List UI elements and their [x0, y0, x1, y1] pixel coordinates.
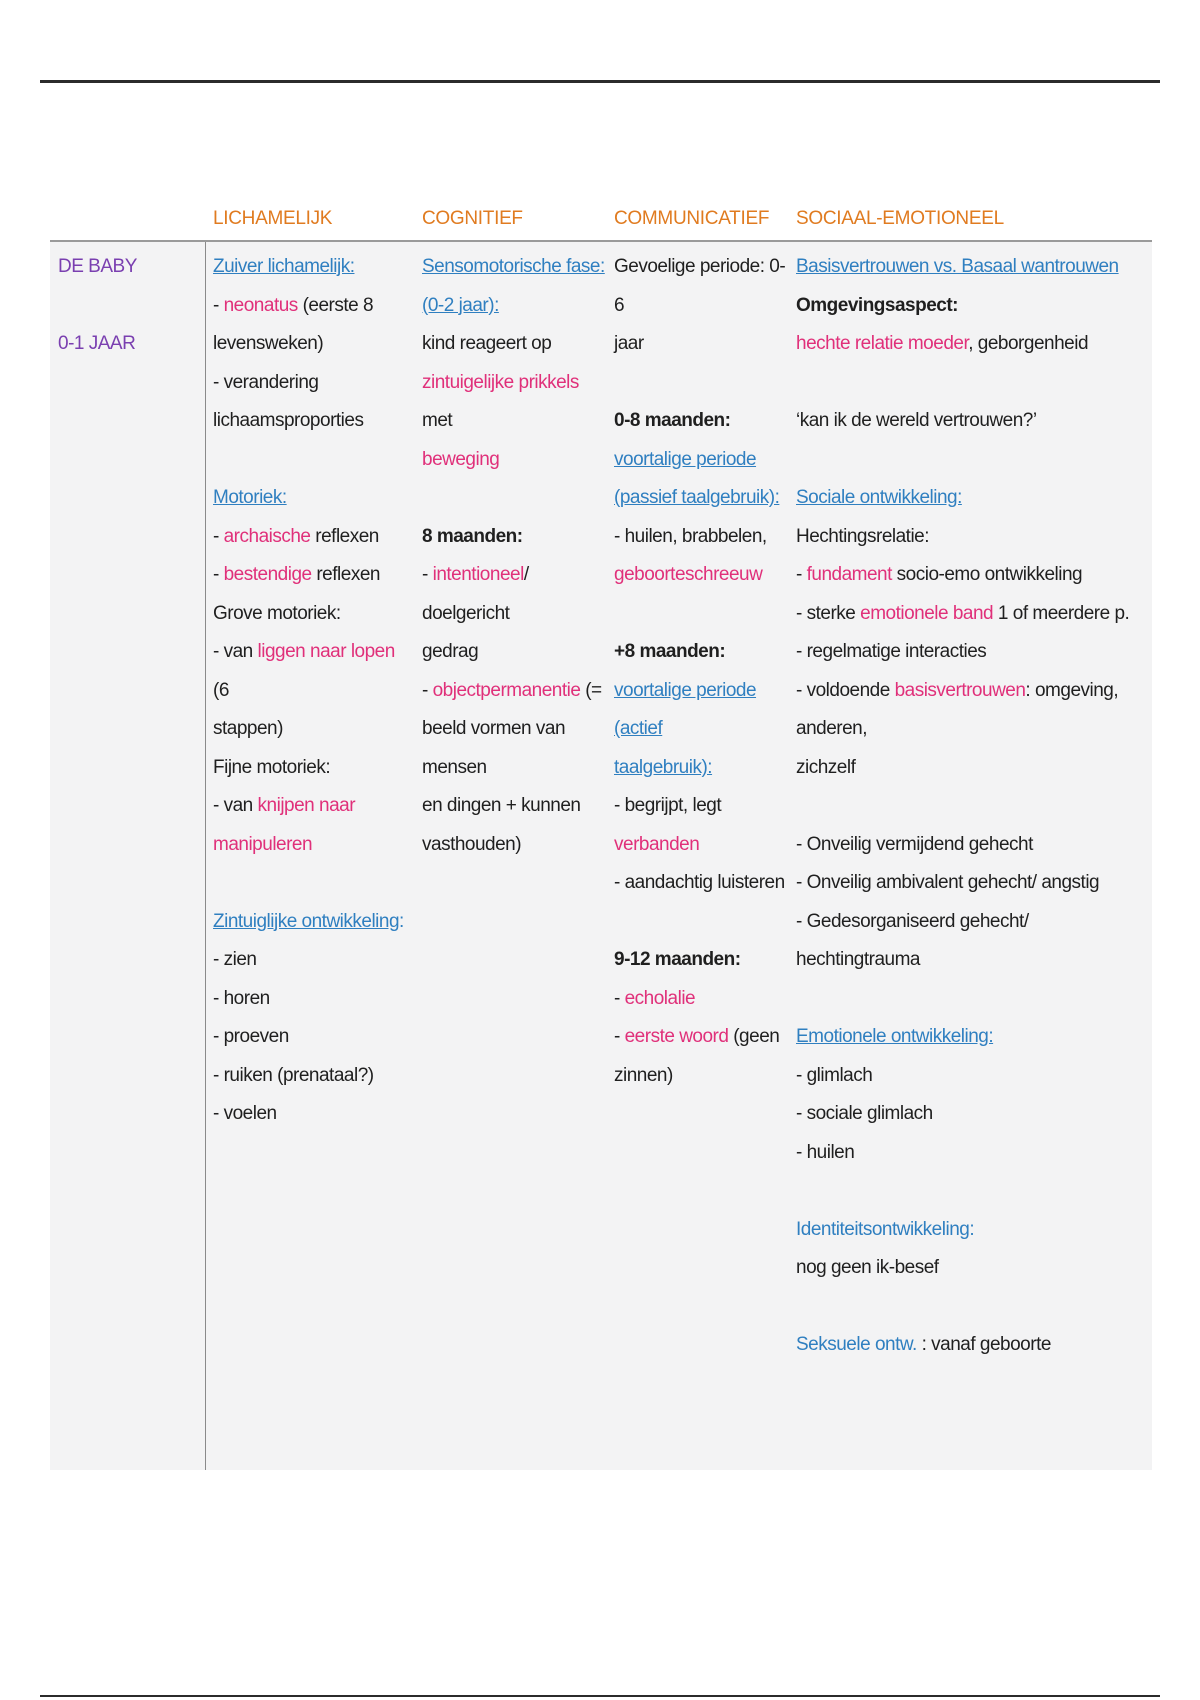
- sensomotorische-title: Sensomotorische fase:: [422, 256, 605, 277]
- bottom-rule: [40, 1695, 1160, 1697]
- zuiver-title: Zuiver lichamelijk:: [213, 256, 355, 277]
- sociale-ontwikkeling-title: Sociale ontwikkeling:: [796, 487, 962, 508]
- list-item: - intentioneel/ doelgericht: [422, 564, 529, 624]
- list-item: - sociale glimlach: [796, 1103, 933, 1124]
- text-line: nog geen ik-besef: [796, 1257, 939, 1278]
- list-item: zichzelf: [796, 756, 856, 778]
- text-line: hechte relatie moeder, geborgenheid: [796, 333, 1089, 354]
- text-line: kind reageert op: [422, 333, 552, 354]
- list-item: en dingen + kunnen: [422, 795, 581, 816]
- list-item: stappen): [213, 718, 283, 739]
- row-label: [58, 248, 198, 364]
- row-age: 0-1 JAAR: [58, 333, 136, 354]
- plus-eight-months-label: +8 maanden:: [614, 641, 726, 662]
- column-lichamelijk: [213, 248, 413, 1134]
- basisvertrouwen-title: Basisvertrouwen vs. Basaal wantrouwen: [796, 256, 1119, 277]
- list-item: zinnen): [614, 1064, 673, 1086]
- list-item: - eerste woord (geen: [614, 1026, 780, 1047]
- identiteitsontwikkeling-title: Identiteitsontwikkeling:: [796, 1218, 975, 1240]
- list-item: - horen: [213, 987, 270, 1009]
- row-label-divider: [205, 242, 206, 1470]
- list-item: - voldoende basisvertrouwen: omgeving, anderen,: [796, 679, 1119, 739]
- voortalige-passief-title: voortalige periode: [614, 448, 757, 470]
- list-item: - begrijpt, legt verbanden: [614, 795, 722, 855]
- list-item: - voelen: [213, 1103, 277, 1124]
- list-item: - neonatus (eerste 8: [213, 294, 374, 316]
- motoriek-title: Motoriek:: [213, 487, 287, 508]
- header-cognitief: COGNITIEF: [422, 208, 523, 229]
- list-item: - archaische reflexen: [213, 525, 379, 547]
- emotionele-ontwikkeling-title: Emotionele ontwikkeling:: [796, 1026, 994, 1047]
- list-item: - Gedesorganiseerd gehecht/ hechtingtrauma: [796, 910, 1029, 970]
- list-item: vasthouden): [422, 833, 522, 855]
- list-item: - bestendige reflexen: [213, 564, 380, 585]
- header-sociaal-emotioneel: SOCIAAL-EMOTIONEEL: [796, 208, 1004, 229]
- zintuig-title: Zintuiglijke ontwikkeling:: [213, 910, 404, 932]
- voortalige-actief-title: voortalige periode (actief: [614, 679, 757, 739]
- list-item: - verandering: [213, 371, 319, 393]
- list-item: - huilen, brabbelen,: [614, 525, 767, 547]
- top-rule: [40, 80, 1160, 83]
- seksuele-ontwikkeling-line: Seksuele ontw. : vanaf geboorte: [796, 1334, 1051, 1355]
- omgevingsaspect-label: Omgevingsaspect:: [796, 294, 958, 316]
- list-item: - ruiken (prenataal?): [213, 1064, 374, 1086]
- list-item: - van liggen naar lopen (6: [213, 641, 395, 701]
- list-item: - echolalie: [614, 987, 696, 1009]
- list-item: - Onveilig ambivalent gehecht/ angstig: [796, 872, 1100, 893]
- row-title: DE BABY: [58, 256, 137, 277]
- zero-eight-months-label: 0-8 maanden:: [614, 410, 731, 431]
- list-item: - fundament socio-emo ontwikkeling: [796, 564, 1083, 585]
- list-item: - sterke emotionele band 1 of meerdere p.: [796, 602, 1130, 624]
- list-item: - objectpermanentie (=: [422, 679, 602, 701]
- text-line: jaar: [614, 333, 644, 354]
- list-item: beeld vormen van mensen: [422, 718, 566, 778]
- voortalige-passief-sub: (passief taalgebruik):: [614, 487, 780, 508]
- list-item: gedrag: [422, 641, 479, 662]
- column-communicatief: [614, 248, 789, 1095]
- text-line: beweging: [422, 448, 500, 470]
- column-headers: [0, 208, 1200, 238]
- list-item: - proeven: [213, 1026, 289, 1047]
- grove-motoriek-label: Grove motoriek:: [213, 602, 341, 624]
- header-communicatief: COMMUNICATIEF: [614, 208, 770, 229]
- list-item: - van knijpen naar: [213, 795, 356, 816]
- list-item: levensweken): [213, 333, 324, 354]
- list-item: - regelmatige interacties: [796, 641, 987, 662]
- list-item: - huilen: [796, 1141, 855, 1163]
- list-item: - Onveilig vermijdend gehecht: [796, 833, 1033, 855]
- text-line: Gevoelige periode: 0-6: [614, 256, 786, 316]
- list-item: - glimlach: [796, 1064, 873, 1086]
- hechtingsrelatie-label: Hechtingsrelatie:: [796, 525, 930, 547]
- list-item: manipuleren: [213, 833, 313, 855]
- list-item: - aandachtig luisteren: [614, 872, 785, 893]
- nine-twelve-months-label: 9-12 maanden:: [614, 949, 741, 970]
- text-line: zintuigelijke prikkels met: [422, 371, 579, 431]
- fijne-motoriek-label: Fijne motoriek:: [213, 756, 331, 778]
- column-cognitief: [422, 248, 607, 864]
- voortalige-actief-sub: taalgebruik):: [614, 756, 713, 778]
- sensomotorische-age: (0-2 jaar):: [422, 294, 499, 316]
- list-item: geboorteschreeuw: [614, 564, 763, 585]
- list-item: - zien: [213, 949, 257, 970]
- eight-months-label: 8 maanden:: [422, 525, 523, 547]
- list-item: lichaamsproporties: [213, 410, 364, 431]
- header-lichamelijk: LICHAMELIJK: [213, 208, 333, 229]
- column-sociaal-emotioneel: [796, 248, 1146, 1365]
- quote-text: ‘kan ik de wereld vertrouwen?’: [796, 410, 1037, 431]
